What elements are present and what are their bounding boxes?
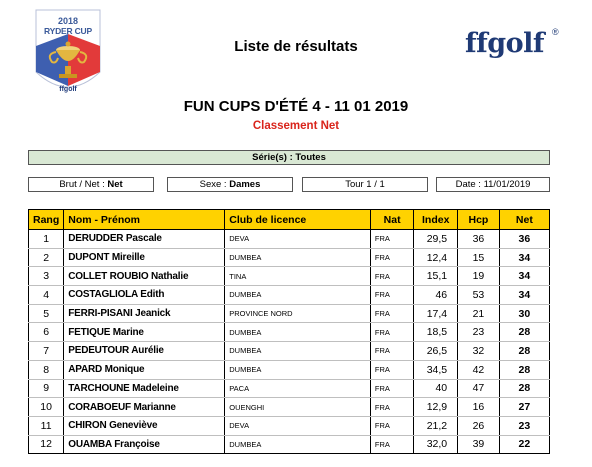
cell-net: 34 xyxy=(499,286,549,305)
table-row xyxy=(29,416,550,435)
cell-club: DUMBEA xyxy=(225,435,371,454)
cell-hcp: 23 xyxy=(458,323,500,342)
cell-rang: 5 xyxy=(29,304,64,323)
cell-rang: 2 xyxy=(29,248,64,267)
cell-nat: FRA xyxy=(370,398,413,417)
cell-net: 28 xyxy=(499,342,549,361)
col-header-net: Net xyxy=(499,210,549,230)
cell-hcp: 19 xyxy=(458,267,500,286)
cell-index: 32,0 xyxy=(414,435,458,454)
series-bar: Série(s) : Toutes xyxy=(28,150,550,165)
cell-net: 28 xyxy=(499,379,549,398)
logo-name: RYDER CUP xyxy=(44,26,92,36)
table-row xyxy=(29,342,550,361)
cell-hcp: 21 xyxy=(458,304,500,323)
cell-club: DUMBEA xyxy=(225,248,371,267)
cell-net: 36 xyxy=(499,230,549,249)
cell-nat: FRA xyxy=(370,304,413,323)
sexe-value: Dames xyxy=(229,179,261,190)
cell-nat: FRA xyxy=(370,416,413,435)
results-table xyxy=(28,209,550,454)
ryder-cup-logo xyxy=(30,6,106,102)
cell-net: 22 xyxy=(499,435,549,454)
cell-nat: FRA xyxy=(370,286,413,305)
tour-value: Tour 1 / 1 xyxy=(345,179,385,190)
cell-nat: FRA xyxy=(370,267,413,286)
cell-club: DUMBEA xyxy=(225,360,371,379)
page-title: Liste de résultats xyxy=(234,38,358,55)
table-row xyxy=(29,267,550,286)
cell-rang: 10 xyxy=(29,398,64,417)
cell-nat: FRA xyxy=(370,248,413,267)
sexe-label: Sexe : xyxy=(199,179,227,190)
cell-rang: 3 xyxy=(29,267,64,286)
cell-name: FETIQUE Marine xyxy=(64,323,225,342)
table-row xyxy=(29,323,550,342)
cell-name: TARCHOUNE Madeleine xyxy=(64,379,225,398)
cell-index: 17,4 xyxy=(414,304,458,323)
brut-net-label: Brut / Net : xyxy=(59,179,105,190)
cell-hcp: 36 xyxy=(458,230,500,249)
table-row xyxy=(29,286,550,305)
cell-club: DEVA xyxy=(225,416,371,435)
cell-net: 28 xyxy=(499,360,549,379)
cell-name: COSTAGLIOLA Edith xyxy=(64,286,225,305)
col-header-nom: Nom - Prénom xyxy=(64,210,225,230)
col-header-nat: Nat xyxy=(370,210,413,230)
cell-rang: 7 xyxy=(29,342,64,361)
table-row xyxy=(29,230,550,249)
cell-net: 34 xyxy=(499,248,549,267)
cell-club: DUMBEA xyxy=(225,342,371,361)
cell-rang: 1 xyxy=(29,230,64,249)
cell-club: TINA xyxy=(225,267,371,286)
cell-name: DERUDDER Pascale xyxy=(64,230,225,249)
cell-hcp: 32 xyxy=(458,342,500,361)
cell-name: DUPONT Mireille xyxy=(64,248,225,267)
cell-name: COLLET ROUBIO Nathalie xyxy=(64,267,225,286)
cell-nat: FRA xyxy=(370,342,413,361)
cell-index: 46 xyxy=(414,286,458,305)
cell-rang: 11 xyxy=(29,416,64,435)
cell-index: 26,5 xyxy=(414,342,458,361)
cell-net: 30 xyxy=(499,304,549,323)
brut-net-box xyxy=(28,177,154,192)
table-row xyxy=(29,304,550,323)
brut-net-value: Net xyxy=(107,179,123,190)
tour-box xyxy=(302,177,428,192)
ranking-type: Classement Net xyxy=(252,120,340,132)
cell-nat: FRA xyxy=(370,379,413,398)
competition-title: FUN CUPS D'ÉTÉ 4 - 11 01 2019 xyxy=(183,98,409,115)
logo-sub: ffgolf xyxy=(59,86,77,93)
cell-rang: 8 xyxy=(29,360,64,379)
cell-net: 23 xyxy=(499,416,549,435)
cell-net: 34 xyxy=(499,267,549,286)
cell-nat: FRA xyxy=(370,230,413,249)
table-row xyxy=(29,248,550,267)
cell-index: 29,5 xyxy=(414,230,458,249)
ffgolf-logo: ffgolf xyxy=(465,28,544,59)
cell-hcp: 16 xyxy=(458,398,500,417)
cell-index: 15,1 xyxy=(414,267,458,286)
cell-name: APARD Monique xyxy=(64,360,225,379)
cell-index: 12,4 xyxy=(414,248,458,267)
cell-index: 18,5 xyxy=(414,323,458,342)
cell-nat: FRA xyxy=(370,360,413,379)
cell-name: OUAMBA Françoise xyxy=(64,435,225,454)
cell-club: DEVA xyxy=(225,230,371,249)
cell-name: CHIRON Geneviève xyxy=(64,416,225,435)
table-header-row xyxy=(29,210,550,230)
cell-hcp: 15 xyxy=(458,248,500,267)
cell-index: 40 xyxy=(414,379,458,398)
cell-name: CORABOEUF Marianne xyxy=(64,398,225,417)
cell-hcp: 53 xyxy=(458,286,500,305)
table-row xyxy=(29,435,550,454)
cell-rang: 4 xyxy=(29,286,64,305)
col-header-rang: Rang xyxy=(29,210,64,230)
cell-net: 27 xyxy=(499,398,549,417)
cell-index: 34,5 xyxy=(414,360,458,379)
cell-hcp: 42 xyxy=(458,360,500,379)
cell-rang: 6 xyxy=(29,323,64,342)
cell-hcp: 39 xyxy=(458,435,500,454)
cell-name: FERRI-PISANI Jeanick xyxy=(64,304,225,323)
cell-club: DUMBEA xyxy=(225,286,371,305)
col-header-index: Index xyxy=(414,210,458,230)
sexe-box xyxy=(167,177,293,192)
cell-hcp: 26 xyxy=(458,416,500,435)
cell-club: PACA xyxy=(225,379,371,398)
registered-mark-icon: ® xyxy=(552,27,559,37)
cell-rang: 12 xyxy=(29,435,64,454)
logo-year: 2018 xyxy=(57,16,79,26)
cell-club: DUMBEA xyxy=(225,323,371,342)
table-row xyxy=(29,398,550,417)
cell-nat: FRA xyxy=(370,323,413,342)
col-header-club: Club de licence xyxy=(225,210,371,230)
cell-club: OUENGHI xyxy=(225,398,371,417)
cell-nat: FRA xyxy=(370,435,413,454)
date-value: Date : 11/01/2019 xyxy=(455,179,531,190)
cell-index: 21,2 xyxy=(414,416,458,435)
cell-club: PROVINCE NORD xyxy=(225,304,371,323)
cell-name: PEDEUTOUR Aurélie xyxy=(64,342,225,361)
col-header-hcp: Hcp xyxy=(458,210,500,230)
cell-net: 28 xyxy=(499,323,549,342)
table-row xyxy=(29,379,550,398)
results-body xyxy=(29,230,550,454)
cell-rang: 9 xyxy=(29,379,64,398)
cell-hcp: 47 xyxy=(458,379,500,398)
table-row xyxy=(29,360,550,379)
cell-index: 12,9 xyxy=(414,398,458,417)
date-box xyxy=(436,177,550,192)
